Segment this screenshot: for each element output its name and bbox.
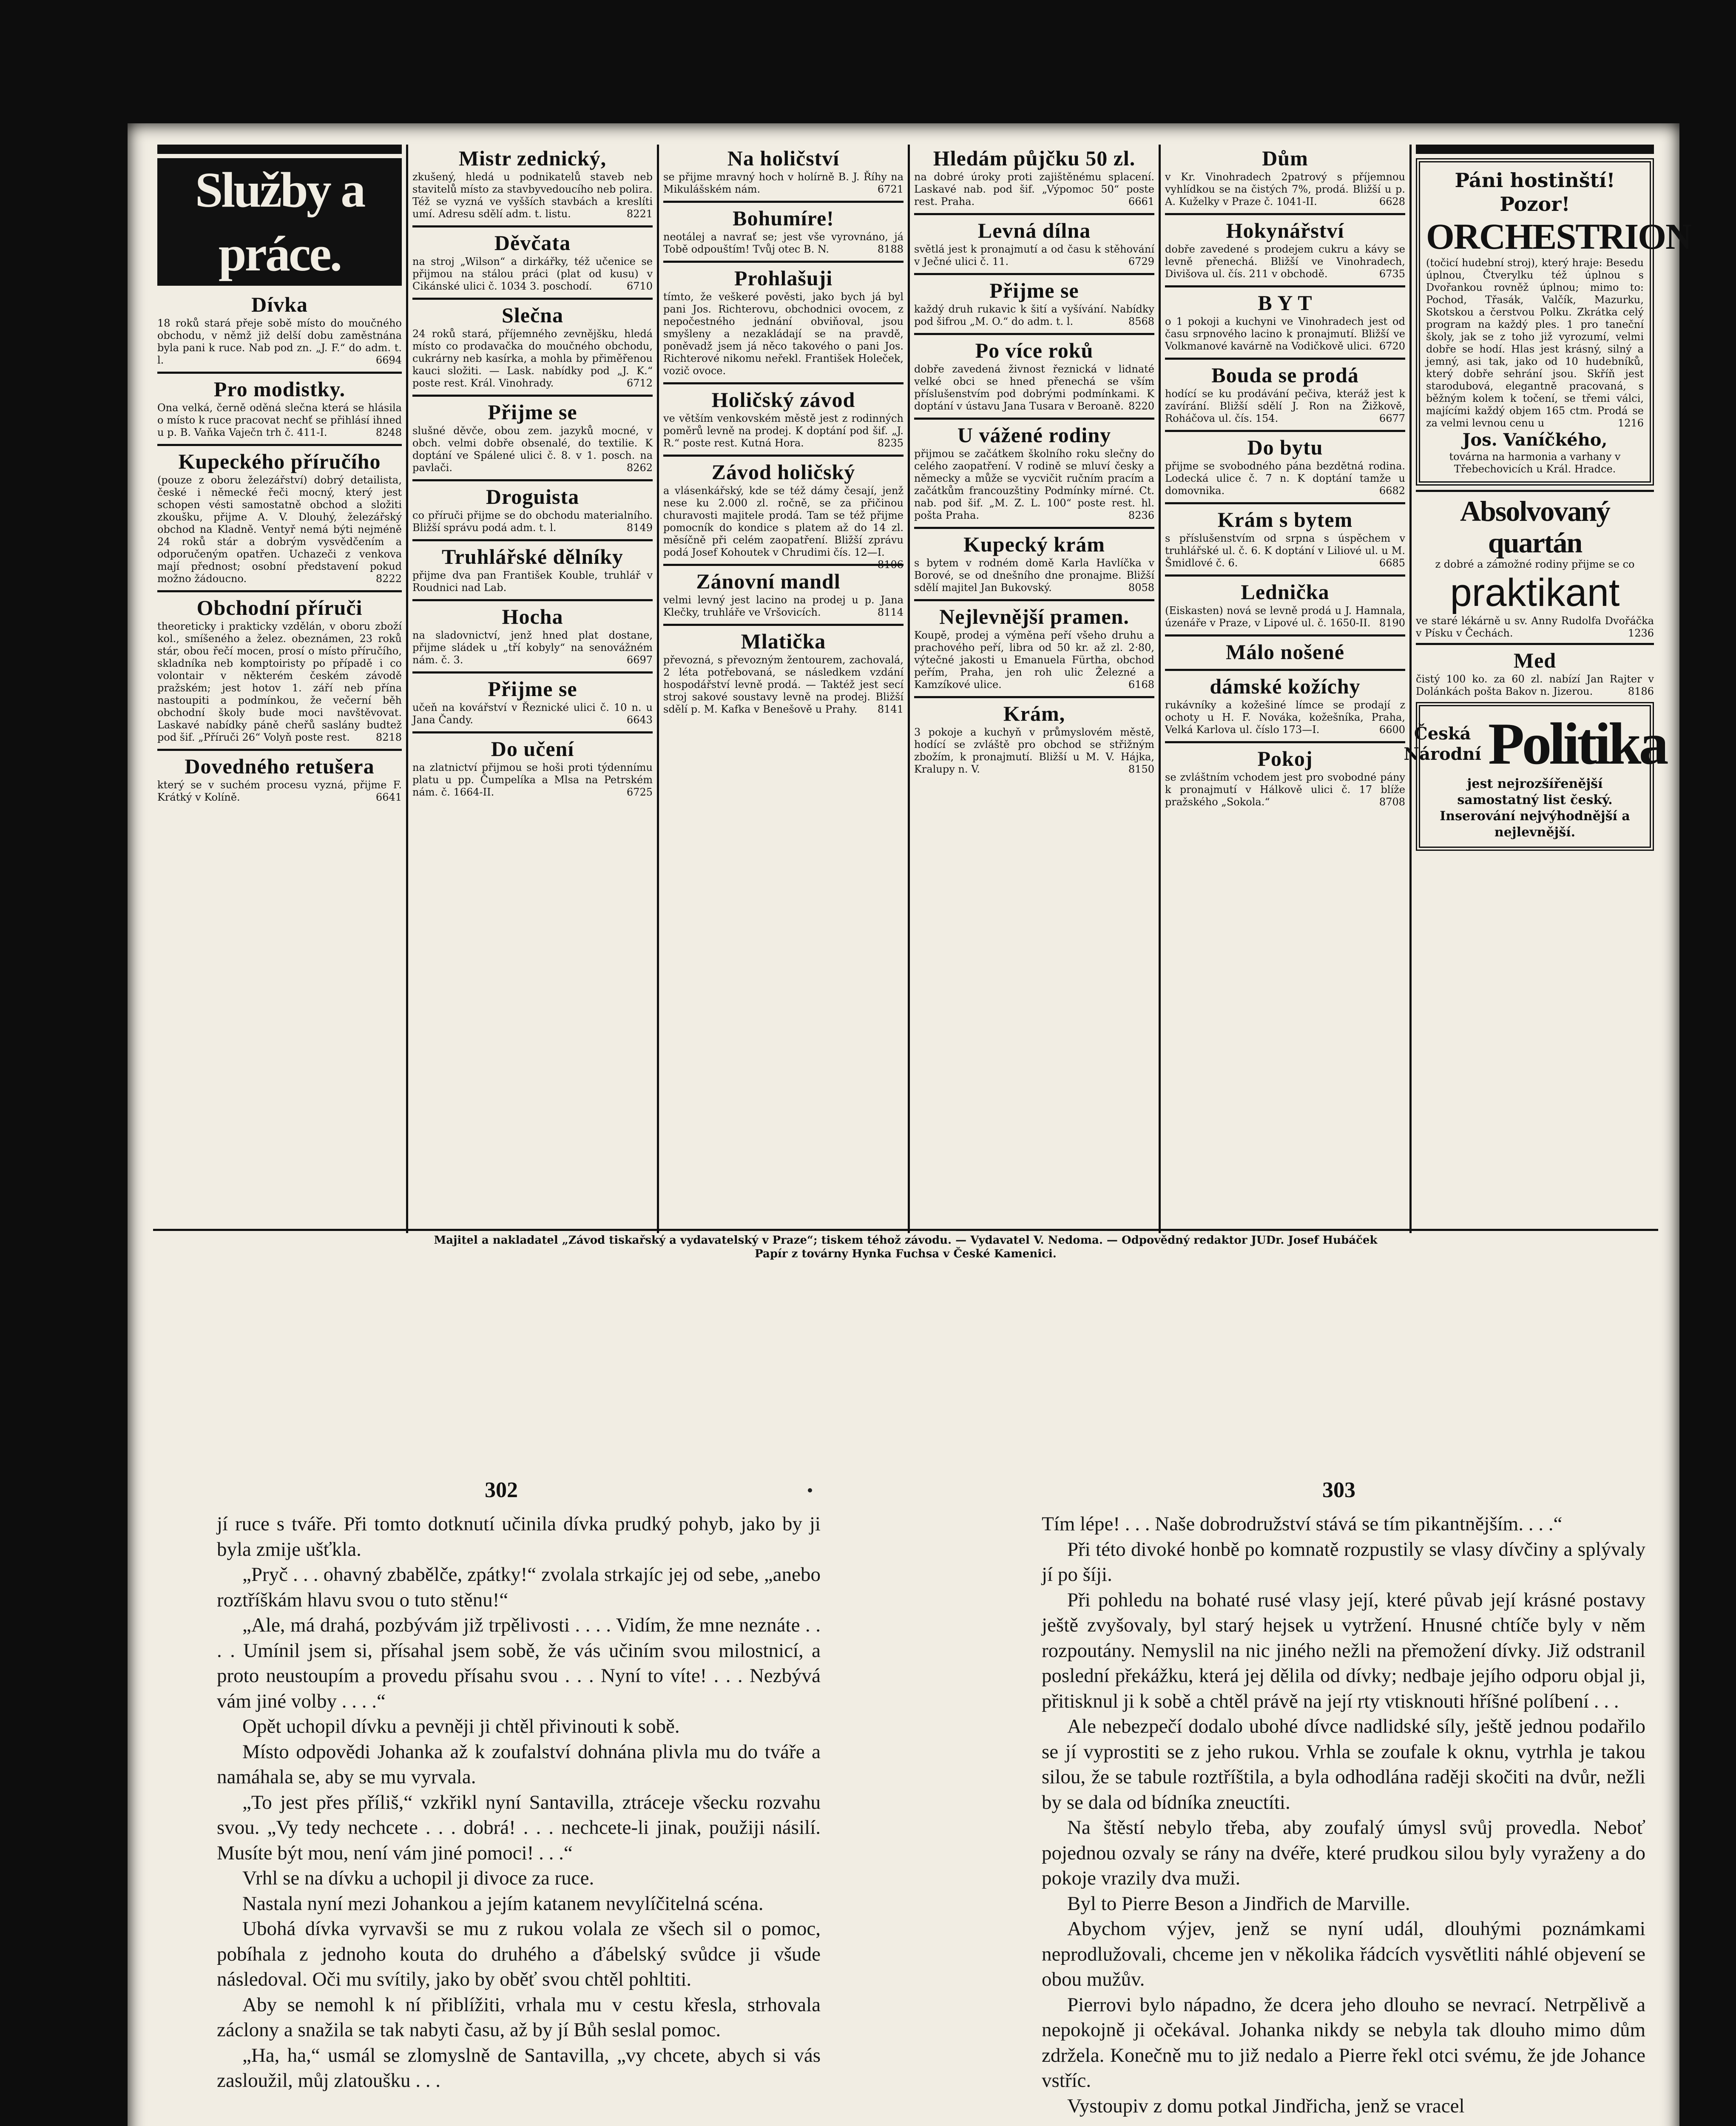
story-paragraph: Pierrovi bylo nápadno, že dcera jeho dlouho se nevrací. Netrpělivě a nepokojně ji očekával. Johanka nikdy se nebyla tak dlouho mimo dům zdržela. Konečně mu to již nedalo a Pierre řekl otci svému, že jde Johance vstříc.	[1042, 1993, 1645, 2092]
ad-item	[1165, 291, 1405, 352]
med-body: čistý 100 ko. za 60 zl. nabízí Jan Rajter v Dolánkách pošta Bakov n. Jizerou. 8186	[1416, 673, 1654, 697]
story-paragraph: „Ale, má drahá, pozbývám již trpělivosti . . . . Vidím, že mne neznáte . . . . Umínil jsem si, přísahal jsem sobě, že vás učiním svou milostnicí, a proto neustoupím a provedu přísahu svou . . . Nyní to víte! . . . Nezbývá vám jiné volby . . . .“	[217, 1614, 821, 1712]
ad-body	[157, 620, 402, 744]
ad-item	[663, 146, 904, 196]
ad-body	[412, 256, 653, 293]
ad-number: 8114	[877, 606, 904, 618]
ad-column-2	[408, 145, 659, 1233]
separator	[1165, 574, 1405, 577]
ad-text: který se v suchém procesu vyzná, přijme F. Krátký v Kolíně.	[157, 779, 402, 803]
ad-text: rukávníky a kožešiné límce se prodají z ochoty u H. F. Nováka, kožešníka, Praha, Velká Karlova ul. číslo 173—I.	[1165, 699, 1405, 736]
separator	[914, 418, 1154, 420]
ad-title: Obchodní příruči	[196, 596, 363, 620]
story-page-right	[1042, 1512, 1645, 2119]
ad-item	[412, 303, 653, 389]
separator	[412, 599, 653, 601]
ad-number: 8106	[877, 559, 904, 571]
ad-text: co příruči přijme se do obchodu materialního. Bližší správu podá adm. t. l.	[412, 509, 653, 534]
ad-text: přijme dva pan František Kouble, truhlář v Roudnici nad Lab.	[412, 569, 653, 594]
ad-number: 8708	[1379, 796, 1405, 808]
separator	[663, 382, 904, 384]
ad-item	[914, 338, 1154, 412]
separator	[1416, 643, 1654, 645]
ad-text: a vlásenkářský, kde se též dámy česají, jenž nese ku 2.000 zl. ročně, se za přičinou churavosti majitele prodá. Tam se též přijme pomocník do kondice s platem až do 14 zl. měsíčně při celém zaopatření. Bližší zprávu podá Josef Kohoutek v Chrudimi čís. 12—I.	[663, 485, 904, 558]
ad-text: přijmou se začátkem školního roku slečny do celého zaopatření. V rodině se mluví česky a německy a může se vycvičit ručním pracím a začátkům francouzštiny Podmínky mírné. Ct. nab. pod šif. „M. Z. L. 100“ poste rest. hl. pošta Praha.	[914, 448, 1154, 521]
ad-column-3	[659, 145, 910, 1233]
ad-item	[1165, 747, 1405, 808]
ad-text: slušné děvče, obou zem. jazyků mocné, v obch. velmi dobře obsenalé, do textilie. K doptání ve Spálené ulici č. 8. v 1. posch. na pavlači.	[412, 425, 653, 474]
politika-ad	[1404, 702, 1666, 851]
ad-number: 8149	[626, 522, 653, 534]
ad-title: Truhlářské dělníky	[442, 545, 623, 568]
ad-number: 6721	[877, 183, 904, 195]
ad-title: B Y T	[1258, 291, 1313, 315]
separator	[412, 395, 653, 397]
ad-item	[914, 279, 1154, 328]
story-paragraph: Při této divoké honbě po komnatě rozpustily se vlasy dívčiny a splývaly jí po šíji.	[1042, 1538, 1645, 1586]
story-paragraph: „To jest přes příliš,“ vzkřikl nyní Santavilla, ztráceje všecku rozvahu svou. „Vy tedy nechcete . . . dobrá! . . . nechcete-li jinak, použiji násilí. Musíte být mou, není vám jiné pomoci! . . .“	[217, 1791, 821, 1864]
politika-body: jest nejrozšířenější samostatný list český. Inserování nejvýhodnější a nejlevnější.	[1440, 776, 1630, 840]
ad-text: Ona velká, černě oděná slečna která se hlásila o místo k ruce pracovat nechť se přihlásí ihned u p. B. Vaňka Vaječn trh č. 411-I.	[157, 402, 402, 438]
story-paragraph: Nastala nyní mezi Johankou a jejím katanem nevylíčitelná scéna.	[242, 1892, 764, 1915]
ad-number: 8220	[1128, 400, 1154, 412]
story-paragraph: jí ruce s tváře. Při tomto dotknutí učinila dívka prudký pohyb, jako by ji byla zmije ušťkla.	[217, 1513, 821, 1560]
ad-text: na zlatnictví přijmou se hoši proti týdennímu platu u pp. Čumpelíka a Mlsa na Petrském nám. č. 1664-II.	[412, 762, 653, 798]
ad-number: 8221	[626, 208, 653, 220]
ad-title: Přijme se	[488, 400, 577, 424]
ad-number: 8248	[375, 426, 402, 438]
ad-body	[663, 485, 904, 571]
ad-item	[663, 629, 904, 716]
separator	[1165, 634, 1405, 637]
separator	[157, 590, 402, 592]
separator	[412, 671, 653, 674]
column-rule	[1416, 145, 1654, 154]
quartan-title: Absolvovaný quartán	[1460, 495, 1610, 559]
ad-item	[663, 266, 904, 377]
story-paragraph: Aby se nemohl k ní přiblížiti, vrhala mu v cestu křesla, strhovala záclony a snažila se tak nabyti času, až by jí Bůh seslal pomoc.	[217, 1993, 821, 2041]
separator	[1165, 502, 1405, 504]
ad-item	[412, 485, 653, 534]
ad-title: Pokoj	[1257, 747, 1313, 770]
ad-text: 18 roků stará přeje sobě místo do moučného obchodu, v němž již delší dobu zaměstnána byla pani k ruce. Nab pod zn. „J. F.“ do adm. t. l.	[157, 317, 402, 366]
ad-title: Krám s bytem	[1217, 508, 1353, 532]
ad-title: Pro modistky.	[213, 377, 346, 401]
ad-item	[1165, 146, 1405, 208]
ad-title: Slečna	[502, 303, 563, 327]
ad-title: Dovedného retušera	[185, 754, 375, 778]
ad-body	[412, 762, 653, 799]
ad-text: se přijme mravný hoch v holírně B. J. Říhy na Mikulášském nám.	[663, 171, 904, 195]
ad-title: Mistr zednický,	[458, 146, 607, 170]
ad-text: s příslušenstvím od srpna s úspěchem v truhlářské ul. č. 6. K doptání v Liliové ul. u M. Šmidlové č. 6.	[1165, 532, 1405, 569]
ad-body	[1165, 532, 1405, 569]
separator	[914, 213, 1154, 215]
separator	[1165, 430, 1405, 432]
orchestrion-seller: Jos. Vaníčkého,	[1462, 430, 1608, 450]
ad-item	[157, 377, 402, 439]
column-rule	[157, 145, 402, 154]
story-paragraph: Vrhl se na dívku a uchopil ji divoce za ruce.	[242, 1867, 594, 1889]
ad-number: 8568	[1128, 315, 1154, 327]
separator	[412, 539, 653, 541]
ad-body	[412, 328, 653, 389]
ad-body	[157, 474, 402, 585]
ad-body	[1165, 388, 1405, 425]
classified-ads-section	[153, 145, 1691, 1271]
quartan-ad	[1416, 495, 1654, 640]
story-paragraph: Vystoupiv z domu potkal Jindřicha, jenž se vracel	[1067, 2095, 1465, 2117]
ad-body	[663, 654, 904, 716]
ad-body	[663, 594, 904, 619]
ad-body	[1165, 315, 1405, 352]
ad-text: Koupě, prodej a výměna peří všeho druhu a prachového peří, libra od 50 kr. až zl. 2·80, výtečné jakosti u Emanuela Fürtha, obchod peřím, Praha, jen roh ulic Železné a Kamzíkové ulice.	[914, 629, 1154, 691]
page-number-left: 302	[485, 1478, 518, 1502]
ad-text: s bytem v rodném domě Karla Havlíčka v Borové, se od dnešního dne pronajme. Bližší sdělí majitel Jan Bukovský.	[914, 557, 1154, 594]
separator	[1165, 669, 1405, 671]
ad-body	[1165, 699, 1405, 736]
ad-text: na stroj „Wilson“ a dirkářky, též učenice se přijmou na stálou práci (plat od kusu) v Cikánské ulici č. 1034 3. poschodí.	[412, 256, 653, 292]
ad-number: 6643	[626, 714, 653, 726]
ad-item	[157, 293, 402, 367]
ad-number: 8058	[1128, 582, 1154, 594]
separator	[1165, 213, 1405, 215]
ad-item	[412, 677, 653, 726]
ad-body	[914, 448, 1154, 522]
ad-item	[1165, 580, 1405, 629]
ad-number: 6697	[626, 654, 653, 666]
newspaper-page	[128, 123, 1691, 2126]
ad-item	[1165, 674, 1405, 736]
story-paragraph: Místo odpovědi Johanka až k zoufalství dohnána plivla mu do tváře a namáhala se, aby se mu vyrvala.	[217, 1740, 821, 1788]
ad-body	[663, 412, 904, 449]
ad-item	[1165, 219, 1405, 280]
ad-title: Závod holičský	[711, 460, 855, 484]
ad-item	[412, 545, 653, 594]
ad-item	[412, 400, 653, 474]
orchestrion-seller-body: továrna na harmonia a varhany v Třebechovicích u Král. Hradce.	[1449, 451, 1621, 475]
separator	[157, 372, 402, 374]
ad-title: Děvčata	[494, 231, 571, 255]
ad-item	[663, 388, 904, 449]
ad-number: 6600	[1379, 724, 1405, 736]
praktikant-word: praktikant	[1450, 571, 1620, 614]
imprint-line-1: Majitel a nakladatel „Závod tiskařský a vydavatelský v Praze“; tiskem téhož závodu. — Vydavatel V. Nedoma. — Odpovědný redaktor JUDr. Josef Hubáček	[434, 1234, 1378, 1247]
politika-title: Politika	[1488, 711, 1666, 777]
ad-text: dobře zavedené s prodejem cukru a kávy se levně přenechá. Bližší ve Vinohradech, Divišova ul. čís. 211 v obchodě.	[1165, 243, 1405, 280]
separator	[157, 749, 402, 751]
ad-body	[914, 557, 1154, 594]
ad-body	[914, 171, 1154, 208]
ad-item	[1165, 363, 1405, 425]
separator	[412, 731, 653, 733]
ad-body	[412, 425, 653, 474]
ad-text: zkušený, hledá u podnikatelů staveb neb stavitelů místo za stavbyvedoucího neb polira. Též se vyzná ve vyšších stavbách a kreslíti umí. Adresu sdělí adm. t. listu.	[412, 171, 653, 220]
separator	[663, 624, 904, 626]
ad-title: Přijme se	[488, 677, 577, 701]
separator	[914, 599, 1154, 601]
orchestrion-ad	[1416, 158, 1691, 486]
ad-item	[157, 754, 402, 804]
ad-column-6	[1404, 145, 1691, 1233]
ad-text: (Eiskasten) nová se levně prodá u J. Hamnala, úzenáře v Praze, v Lipové ul. č. 1650-II.	[1165, 605, 1405, 629]
ad-title: Dívka	[251, 293, 308, 316]
ad-number: 6710	[626, 280, 653, 292]
ad-title: Holičský závod	[711, 388, 855, 412]
orchestrion-title: ORCHESTRION	[1426, 216, 1691, 257]
story-page-left	[217, 1512, 821, 2094]
separator	[412, 479, 653, 481]
ad-title: Přijme se	[989, 279, 1079, 302]
ad-item	[1165, 508, 1405, 569]
ad-number: 8218	[375, 731, 402, 743]
ad-body	[1165, 171, 1405, 208]
ad-title: Zánovní mandl	[696, 569, 841, 593]
ad-item	[914, 605, 1154, 691]
ad-body	[914, 363, 1154, 412]
ad-title: Do bytu	[1247, 435, 1323, 459]
ad-title: Prohlašuji	[734, 266, 833, 290]
separator	[663, 455, 904, 457]
ad-text: převozná, s převozným žentourem, zachovalá, 2 léta potřebovaná, se následkem vzdání hospodářství levně prodá. — Taktéž jest secí stroj sakové soustavy levně na prodej. Bližší sdělí p. M. Kafka v Benešově u Prahy.	[663, 654, 904, 715]
story-paragraph: Ubohá dívka vyrvavši se mu z rukou volala ze všech sil o pomoc, pobíhala z jednoho kouta do druhého a ďábelský svůdce ji všude následoval. Oči mu svítily, jako by oběť svou chtěl pohltiti.	[217, 1918, 821, 1990]
ad-title: Hokynářství	[1226, 219, 1344, 242]
ad-title: Krám,	[1003, 702, 1065, 725]
ad-item	[412, 231, 653, 293]
separator	[1416, 490, 1654, 492]
ad-number: 6682	[1379, 485, 1405, 497]
ad-number: 8190	[1379, 617, 1405, 629]
ad-title: Bouda se prodá	[1211, 363, 1359, 387]
ad-title: dámské kožíchy	[1210, 674, 1361, 698]
ad-number: 8141	[877, 703, 904, 715]
ad-body	[412, 509, 653, 534]
ad-text: theoreticky i prakticky vzdělán, v oboru zboží kol., smíšeného a želez. obeznámen, 23 roků stár, obou řečí mocen, prosí o místo příručího, skladníka neb komptoiristy po případě i co volontair v některém českém závodě pražském; jest hotov 1. září neb přína nastoupiti a podmínkou, že večerní běh obchodní školy bude moci navštěvovat. Laskavé nabídky páně cheřů saslány budtež pod šif. „Příruči 26“ Volyň poste rest.	[157, 620, 402, 743]
ad-column-1	[153, 145, 408, 1233]
ad-number: 6720	[1379, 340, 1405, 352]
ad-number: 6168	[1128, 679, 1154, 691]
ad-column-5	[1161, 145, 1412, 1233]
ad-title: Nejlevnější pramen.	[939, 605, 1129, 628]
ad-body	[914, 303, 1154, 328]
orchestrion-body: (točicí hudební stroj), který hraje: Besedu úplnou, Čtverylku též úplnou s Dvořankou rovněž úplnou; mimo to: Pochod, Třasák, Valčík, Mazurku, Skotskou a čerstvou Polku. Zkrátka celý program na každý ples. 1 pro taneční školy, jak se z toho již vyrozumí, velmi dobře se hodí. Hlas jest krásný, silný a jemný, asi tak, jako od 10 hudebníků, který dobře sehrání jsou. Skříň jest starodubová, elegantně pracovaná, s běžným kolem k točení, se třemi válci, majícími každý objem 165 ctm. Prodá se za velmi levnou cenu u 1216	[1426, 257, 1644, 429]
separator	[1165, 285, 1405, 287]
ad-item	[412, 146, 653, 220]
ad-title: Levná dílna	[977, 219, 1091, 242]
ad-number: 8186	[1628, 685, 1654, 697]
ad-body	[412, 569, 653, 594]
ad-item	[914, 532, 1154, 594]
ad-body	[663, 291, 904, 377]
ad-text: se zvláštním vchodem jest pro svobodné pány k pronajmutí v Hálkově ulici č. 17 blíže pražského „Sokola.“	[1165, 771, 1405, 808]
ad-text: o 1 pokoji a kuchyni ve Vinohradech jest od času srpnového lacino k pronajmutí. Bližší ve Volkmanové kavárně na Vodičkově ulici.	[1165, 315, 1405, 352]
ad-title: Kupecký krám	[963, 532, 1105, 556]
ad-item	[412, 737, 653, 799]
ad-body	[412, 702, 653, 726]
ad-number: 8150	[1128, 763, 1154, 775]
ad-title: Málo nošené	[1225, 640, 1345, 664]
ad-number: 6735	[1379, 268, 1405, 280]
ad-number: 8262	[626, 462, 653, 474]
ad-text: každý druh rukavic k šití a vyšívání. Nabídky pod šifrou „M. O.“ do adm. t. l.	[914, 303, 1154, 327]
story-paragraph: Byl to Pierre Beson a Jindřich de Marville.	[1067, 1892, 1410, 1915]
ad-text: 3 pokoje a kuchyň v průmyslovém městě, hodící se zvláště pro obchod se střižným zbožím, k pronajmutí. Bližší u M. V. Hájka, Kralupy n. V.	[914, 726, 1154, 775]
ad-text: (pouze z oboru železářství) dobrý detailista, české i německé řeči mocný, který jest schopen vésti samostatně obchod a složiti zkoušku, přijme A. V. Dlouhý, železářský obchod na Kladně. Ventyř nemá býti nejméně 24 roků stár a dobrým vysvědčením a odporučeným opatřen. Uchazeči z venkova mají přednost; osobní představení pokud možno žádoucno.	[157, 474, 402, 585]
ad-title: U vážené rodiny	[957, 423, 1111, 447]
ad-body	[157, 779, 402, 804]
ad-item	[914, 146, 1154, 208]
ad-text: v Kr. Vinohradech 2patrový s příjemnou vyhlídkou se na čistých 7%, prodá. Bližší u p. A. Kuželky v Praze č. 1041-II.	[1165, 171, 1405, 207]
quartan-body-2: ve staré lékárně u sv. Anny Rudolfa Dvořáčka v Písku v Čechách. 1236	[1416, 615, 1654, 639]
ad-number: 6677	[1379, 412, 1405, 424]
ad-body	[914, 629, 1154, 691]
ad-title: Mlatička	[741, 629, 826, 653]
ad-text: dobře zavedená živnost řeznická v lidnaté velké obci se hned přenechá se vším příslušenstvím pod dobrými podmínkami. K doptání v ústavu Jana Tusara v Beroaně.	[914, 363, 1154, 412]
ad-text: světlá jest k pronajmutí a od času k stěhování v Ječné ulici č. 11.	[914, 243, 1154, 267]
ad-title: Hledám půjčku 50 zl.	[933, 146, 1136, 170]
separator	[1165, 358, 1405, 360]
separator	[914, 696, 1154, 698]
ad-body	[663, 171, 904, 196]
ad-title: Po více roků	[975, 338, 1094, 362]
separator	[663, 564, 904, 566]
separator	[914, 273, 1154, 275]
story-paragraph: Tím lépe! . . . Naše dobrodružství stává se tím pikantnějším. . . .“	[1042, 1513, 1563, 1535]
ad-number: 8222	[375, 573, 402, 585]
story-paragraph: Při pohledu na bohaté rusé vlasy její, které půvab její krásné postavy ještě zvyšovaly, byl starý hejsek u vytržení. Hnusné chtíče byly v něm rozpoutány. Nemyslil na nic jiného nežli na přemožení dívky. Již odstranil poslední překážku, která jej dělila od dívky; nedbaje jejího odporu objal ji, přitisknul ji k sobě a chtěl právě na její rty vtisknouti hříšné políbení . . .	[1042, 1589, 1645, 1712]
ad-number: 6641	[375, 791, 402, 803]
ad-text: 24 roků stará, příjemného zevnějšku, hledá místo co prodavačka do moučného obchodu, cukrárny neb kasírka, a mohla by přiměřenou kauci složiti. — Lask. nabídky pod „J. K.“ poste rest. Král. Vinohrady.	[412, 328, 653, 389]
ad-number: 6661	[1128, 196, 1154, 207]
ad-text: neotálej a navrať se; jest vše vyrovnáno, já Tobě odpouštím! Tvůj otec B. N.	[663, 231, 904, 255]
ad-text: tímto, že veškeré pověsti, jako bych já byl pani Jos. Richterovu, obchodnici ovocem, z nepočestného jednání obviňoval, jsou smyšleny a nezakládají se na pravdě, poněvadž jsem já něco takového o pani Jos. Richterové nikomu neřekl. František Holeček, vozič ovoce.	[663, 291, 904, 377]
ad-item	[412, 605, 653, 666]
ad-text: přijme se svobodného pána bezdětná rodina. Lodecká ulice č. 7 n. K doptání tamže u domovnika.	[1165, 460, 1405, 497]
ad-body	[157, 317, 402, 367]
ad-body	[157, 402, 402, 439]
ad-item	[663, 206, 904, 256]
separator	[157, 444, 402, 446]
ad-body	[914, 243, 1154, 268]
ad-number: 8236	[1128, 509, 1154, 521]
ad-item	[914, 702, 1154, 776]
ad-item	[1165, 435, 1405, 497]
ad-item	[663, 460, 904, 571]
ad-column-4	[910, 145, 1161, 1233]
separator	[412, 298, 653, 300]
ad-item	[157, 596, 402, 744]
ad-item	[914, 423, 1154, 522]
imprint-line-2: Papír z továrny Hynka Fuchsa v České Kamenici.	[755, 1248, 1057, 1260]
ad-number: 6694	[375, 354, 402, 366]
ad-item	[157, 449, 402, 585]
ad-number: 8235	[877, 437, 904, 449]
ad-title: Lednička	[1241, 580, 1330, 604]
story-paragraph: Opět uchopil dívku a pevněji ji chtěl přivinouti k sobě.	[242, 1715, 680, 1737]
politika-masthead	[1404, 711, 1666, 777]
ad-item	[1165, 640, 1405, 664]
ad-body	[412, 171, 653, 220]
separator	[412, 225, 653, 227]
ad-body	[914, 726, 1154, 776]
quartan-body: z dobré a zámožné rodiny přijme se co	[1435, 558, 1635, 570]
ad-title: Na holičství	[727, 146, 840, 170]
story-paragraph: „Ha, ha,“ usmál se zlomyslně de Santavilla, „vy chcete, abych si vás zasloužil, můj zlatoušku . . .	[217, 2044, 821, 2092]
ad-number: 8188	[877, 243, 904, 255]
ad-number: 6685	[1379, 557, 1405, 569]
separator	[663, 201, 904, 203]
ad-number: 1216	[1617, 417, 1644, 429]
story-paragraph: Abychom výjev, jenž se nyní udál, dlouhými poznámkami neprodlužovali, chceme jen v několika řádcích vysvětliti náhlé objevení se obou mužův.	[1042, 1918, 1645, 1990]
separator	[1165, 741, 1405, 743]
story-paragraph: Na štěstí nebylo třeba, aby zoufalý úmysl svůj provedla. Neboť pojednou ozvaly se rány na dvéře, které prudkou silou byly vyraženy a do pokoje vrazily dva muži.	[1042, 1816, 1645, 1889]
ad-text: hodící se ku prodávání pečiva, kteráž jest k zavírání. Bližší sdělí J. Ron na Žižkově, Roháčova ul. čís. 154.	[1165, 388, 1405, 424]
ad-item	[914, 219, 1154, 268]
med-ad	[1416, 648, 1654, 698]
ad-title: Dům	[1262, 146, 1308, 170]
ad-title: Hocha	[502, 605, 563, 628]
ad-body	[1165, 243, 1405, 280]
ad-text: na sladovnictví, jenž hned plat dostane, přijme sládek u „tří kobyly“ na senovážném nám. č. 3.	[412, 629, 653, 666]
ad-text: ve větším venkovském městě jest z rodinných poměrů levně na prodej. K doptání pod šif. „J. R.“ poste rest. Kutná Hora.	[663, 412, 904, 449]
ad-number: 6729	[1128, 256, 1154, 267]
ad-title: Bohumíre!	[733, 206, 834, 230]
separator	[914, 527, 1154, 529]
ad-body	[412, 629, 653, 666]
ad-text: učeň na kovářství v Řeznické ulici č. 10 n. u Jana Čandy.	[412, 702, 653, 726]
story-paragraph: „Pryč . . . ohavný zbabělče, zpátky!“ zvolala strkajíc jej od sebe, „anebo roztříškám hlavu svou o tuto stěnu!“	[217, 1563, 821, 1611]
ad-number: 6628	[1379, 196, 1405, 207]
politika-small-title: Česká Národní	[1404, 724, 1481, 764]
orchestrion-heading: Páni hostinští! Pozor!	[1455, 169, 1615, 216]
ad-number: 6712	[626, 377, 653, 389]
ad-text: velmi levný jest lacino na prodej u p. Jana Klečky, truhláře ve Vršovicích.	[663, 594, 904, 618]
ad-title: Do učení	[491, 737, 574, 761]
section-banner: Služby a práce.	[157, 158, 402, 286]
ad-body	[1165, 460, 1405, 497]
ad-number: 1236	[1628, 627, 1654, 639]
ad-text: na dobré úroky proti zajištěnému splacení. Laskavé nab. pod šif. „Výpomoc 50“ poste rest. Praha.	[914, 171, 1154, 207]
ad-item	[663, 569, 904, 619]
page-number-right: 303	[1322, 1478, 1355, 1502]
ad-body	[1165, 605, 1405, 629]
med-title: Med	[1513, 648, 1557, 672]
ad-body	[663, 231, 904, 256]
story-paragraph: Ale nebezpečí dodalo ubohé dívce nadlidské síly, ještě jednou podařilo se jí vyprostiti se z jeho rukou. Vrhla se zoufale k oknu, vytrhla je takou silou, že se tabule roztříštila, a byla odhodlána raději skočiti na dvůr, nežli by se dala od bídníka zneuctíti.	[1042, 1715, 1645, 1813]
imprint-footer	[153, 1229, 1658, 1261]
ad-body	[1165, 771, 1405, 808]
separator	[914, 333, 1154, 335]
fold-mark	[808, 1488, 812, 1492]
ad-title: Kupeckého příručího	[178, 449, 381, 473]
separator	[663, 261, 904, 263]
ad-title: Droguista	[486, 485, 580, 509]
ad-number: 6725	[626, 786, 653, 798]
